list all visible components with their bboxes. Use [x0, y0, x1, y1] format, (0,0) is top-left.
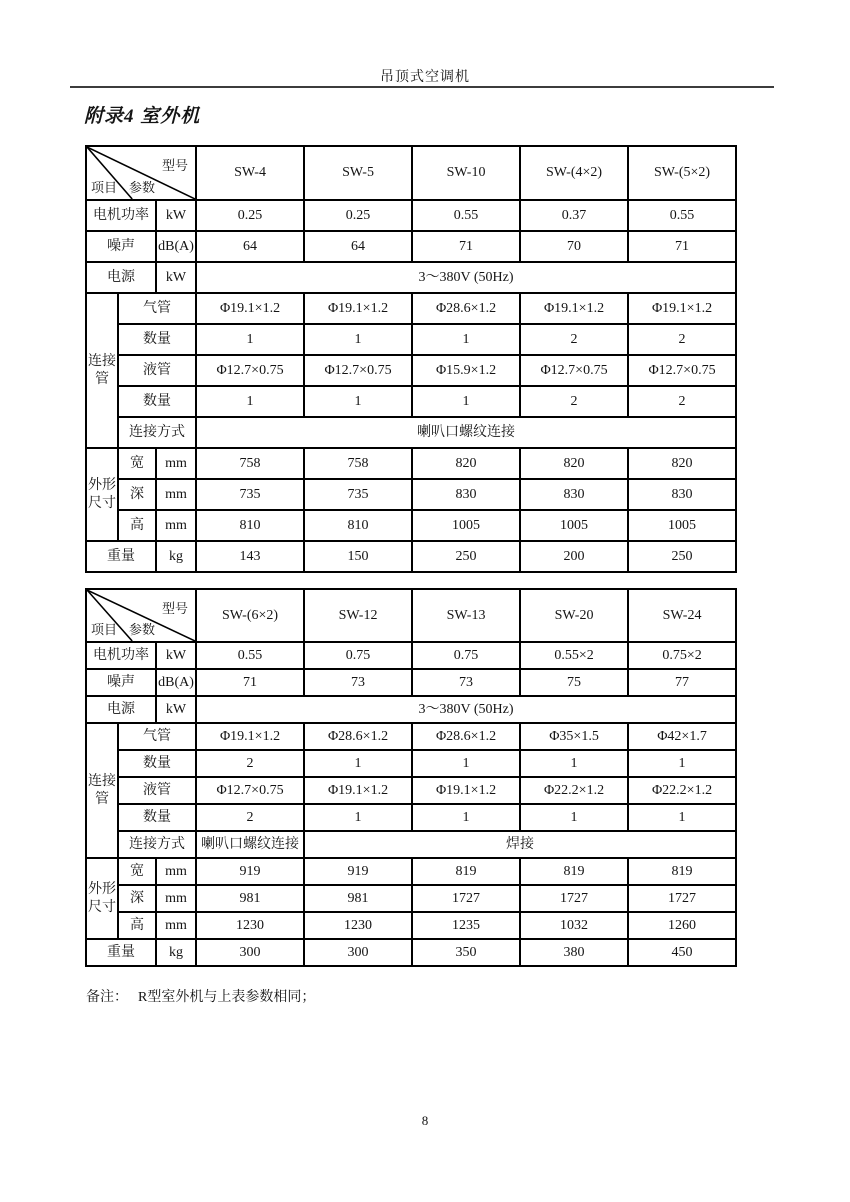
unit-cell: mm [156, 858, 196, 885]
cell-value: Φ35×1.5 [520, 723, 628, 750]
row-label: 电机功率 [86, 200, 156, 231]
cell-value: 200 [520, 541, 628, 572]
page-number: 8 [421, 1113, 429, 1128]
row-power-supply [86, 262, 736, 293]
cell-value: 830 [412, 479, 520, 510]
cell-value: 0.55 [196, 642, 304, 669]
cell-value: 1 [304, 324, 412, 355]
cell-value: Φ19.1×1.2 [412, 777, 520, 804]
cell-value: 1230 [304, 912, 412, 939]
row-label: 电源 [86, 696, 156, 723]
cell-value: 981 [304, 885, 412, 912]
cell-value: Φ42×1.7 [628, 723, 736, 750]
unit-cell: dB(A) [156, 669, 196, 696]
cell-value: 焊接 [304, 831, 736, 858]
corner-header-cell [86, 146, 196, 200]
cell-value: 735 [196, 479, 304, 510]
cell-value: Φ15.9×1.2 [412, 355, 520, 386]
row-label: 数量 [118, 324, 196, 355]
row-label: 深 [118, 885, 156, 912]
row-gas-pipe [86, 723, 736, 750]
row-label: 数量 [118, 386, 196, 417]
cell-value: 1005 [412, 510, 520, 541]
cell-value: 2 [520, 324, 628, 355]
row-motor-power [86, 200, 736, 231]
cell-value: 380 [520, 939, 628, 966]
cell-value: 70 [520, 231, 628, 262]
cell-value: Φ19.1×1.2 [304, 777, 412, 804]
row-label: 液管 [118, 355, 196, 386]
row-label: 噪声 [86, 231, 156, 262]
group-label-dimensions: 外形尺寸 [86, 448, 118, 541]
cell-value: Φ19.1×1.2 [520, 293, 628, 324]
cell-value: 0.75 [304, 642, 412, 669]
cell-value: 830 [628, 479, 736, 510]
corner-model-label: 型号 [162, 158, 189, 173]
cell-value: 819 [520, 858, 628, 885]
cell-value: 250 [412, 541, 520, 572]
cell-value: 1 [304, 750, 412, 777]
spec-table-1 [85, 145, 737, 573]
unit-cell: mm [156, 912, 196, 939]
cell-value: 1 [412, 324, 520, 355]
cell-value: 2 [196, 750, 304, 777]
unit-cell: dB(A) [156, 231, 196, 262]
cell-value: 2 [628, 324, 736, 355]
row-label: 电源 [86, 262, 156, 293]
row-motor-power [86, 642, 736, 669]
cell-value: 77 [628, 669, 736, 696]
row-liquid-qty [86, 804, 736, 831]
cell-value: Φ19.1×1.2 [196, 723, 304, 750]
cell-value: 819 [628, 858, 736, 885]
cell-value: 3～380V (50Hz) [196, 262, 736, 293]
unit-cell: kW [156, 642, 196, 669]
doc-header-title: 吊顶式空调机 [380, 70, 470, 85]
cell-value: Φ12.7×0.75 [628, 355, 736, 386]
unit-cell: kg [156, 541, 196, 572]
row-dim-depth [86, 479, 736, 510]
cell-value: 3～380V (50Hz) [196, 696, 736, 723]
cell-value: 0.55×2 [520, 642, 628, 669]
unit-cell: mm [156, 448, 196, 479]
cell-value: 810 [196, 510, 304, 541]
row-label: 高 [118, 510, 156, 541]
corner-param-label: 参数 [129, 179, 156, 195]
corner-item-label: 项目 [91, 621, 118, 637]
row-label: 数量 [118, 750, 196, 777]
cell-value: 1005 [520, 510, 628, 541]
cell-value: Φ19.1×1.2 [304, 293, 412, 324]
cell-value: 981 [196, 885, 304, 912]
cell-value: 1 [196, 386, 304, 417]
unit-cell: mm [156, 479, 196, 510]
cell-value: 735 [304, 479, 412, 510]
footnote [86, 986, 315, 1006]
cell-value: Φ12.7×0.75 [196, 355, 304, 386]
cell-value: Φ28.6×1.2 [304, 723, 412, 750]
cell-value: 0.25 [196, 200, 304, 231]
row-dim-width [86, 448, 736, 479]
cell-value: 1 [520, 750, 628, 777]
cell-value: Φ22.2×1.2 [520, 777, 628, 804]
cell-value: 1 [628, 804, 736, 831]
unit-cell: mm [156, 510, 196, 541]
cell-value: 73 [304, 669, 412, 696]
row-label: 宽 [118, 858, 156, 885]
row-connection-method [86, 417, 736, 448]
model-header: SW-5 [304, 146, 412, 200]
unit-cell: kW [156, 200, 196, 231]
model-header: SW-(6×2) [196, 589, 304, 642]
row-dim-width [86, 858, 736, 885]
row-weight [86, 541, 736, 572]
row-label: 噪声 [86, 669, 156, 696]
cell-value: 819 [412, 858, 520, 885]
cell-value: 1032 [520, 912, 628, 939]
cell-value: Φ12.7×0.75 [196, 777, 304, 804]
cell-value: 820 [520, 448, 628, 479]
unit-cell: kg [156, 939, 196, 966]
row-gas-pipe [86, 293, 736, 324]
unit-cell: mm [156, 885, 196, 912]
cell-value: 1727 [628, 885, 736, 912]
row-label: 电机功率 [86, 642, 156, 669]
cell-value: 758 [196, 448, 304, 479]
unit-cell: kW [156, 262, 196, 293]
cell-value: 758 [304, 448, 412, 479]
table-row [86, 146, 736, 200]
row-label: 深 [118, 479, 156, 510]
cell-value: Φ12.7×0.75 [304, 355, 412, 386]
cell-value: 1260 [628, 912, 736, 939]
cell-value: 143 [196, 541, 304, 572]
cell-value: 0.37 [520, 200, 628, 231]
row-dim-height [86, 912, 736, 939]
cell-value: 150 [304, 541, 412, 572]
row-label: 气管 [118, 293, 196, 324]
row-label: 连接方式 [118, 417, 196, 448]
unit-cell: kW [156, 696, 196, 723]
spec-table-2 [85, 588, 737, 967]
corner-header-cell [86, 589, 196, 642]
cell-value: Φ28.6×1.2 [412, 723, 520, 750]
cell-value: Φ19.1×1.2 [628, 293, 736, 324]
section-title: 附录4 室外机 [84, 106, 201, 127]
cell-value: 71 [196, 669, 304, 696]
cell-value: 1 [412, 386, 520, 417]
cell-value: 1727 [412, 885, 520, 912]
cell-value: Φ28.6×1.2 [412, 293, 520, 324]
footnote-label: 备注： [86, 990, 128, 1005]
cell-value: 450 [628, 939, 736, 966]
group-label-pipes: 连接管 [86, 293, 118, 448]
model-header: SW-4 [196, 146, 304, 200]
row-label: 数量 [118, 804, 196, 831]
cell-value: 1235 [412, 912, 520, 939]
corner-param-label: 参数 [129, 621, 156, 637]
row-liquid-qty [86, 386, 736, 417]
model-header: SW-(4×2) [520, 146, 628, 200]
cell-value: 820 [412, 448, 520, 479]
model-header: SW-12 [304, 589, 412, 642]
model-header: SW-20 [520, 589, 628, 642]
row-gas-qty [86, 750, 736, 777]
cell-value: 2 [628, 386, 736, 417]
row-label: 宽 [118, 448, 156, 479]
cell-value: 64 [304, 231, 412, 262]
cell-value: 1727 [520, 885, 628, 912]
row-label: 重量 [86, 939, 156, 966]
cell-value: 0.75 [412, 642, 520, 669]
row-label: 液管 [118, 777, 196, 804]
footnote-text: R型室外机与上表参数相同； [138, 990, 316, 1005]
model-header: SW-13 [412, 589, 520, 642]
cell-value: 71 [628, 231, 736, 262]
cell-value: 0.55 [412, 200, 520, 231]
cell-value: 1 [412, 804, 520, 831]
cell-value: 1 [304, 804, 412, 831]
row-dim-height [86, 510, 736, 541]
cell-value: 73 [412, 669, 520, 696]
cell-value: Φ19.1×1.2 [196, 293, 304, 324]
cell-value: 71 [412, 231, 520, 262]
row-weight [86, 939, 736, 966]
cell-value: 0.75×2 [628, 642, 736, 669]
row-connection-method [86, 831, 736, 858]
cell-value: 64 [196, 231, 304, 262]
model-header: SW-10 [412, 146, 520, 200]
row-label: 高 [118, 912, 156, 939]
row-noise [86, 669, 736, 696]
cell-value: 喇叭口螺纹连接 [196, 417, 736, 448]
row-power-supply [86, 696, 736, 723]
cell-value: 919 [196, 858, 304, 885]
cell-value: 2 [520, 386, 628, 417]
cell-value: 0.55 [628, 200, 736, 231]
corner-item-label: 项目 [91, 179, 118, 195]
header-rule [70, 86, 774, 88]
row-gas-qty [86, 324, 736, 355]
corner-model-label: 型号 [162, 601, 189, 616]
cell-value: 0.25 [304, 200, 412, 231]
cell-value: 1 [628, 750, 736, 777]
model-header: SW-24 [628, 589, 736, 642]
row-noise [86, 231, 736, 262]
cell-value: 1 [304, 386, 412, 417]
row-label: 连接方式 [118, 831, 196, 858]
cell-value: 820 [628, 448, 736, 479]
row-label: 重量 [86, 541, 156, 572]
cell-value: 1 [520, 804, 628, 831]
cell-value: 75 [520, 669, 628, 696]
cell-value: 250 [628, 541, 736, 572]
cell-value: 1230 [196, 912, 304, 939]
cell-value: 300 [304, 939, 412, 966]
row-dim-depth [86, 885, 736, 912]
cell-value: 1 [412, 750, 520, 777]
group-label-dimensions: 外形尺寸 [86, 858, 118, 939]
cell-value: 1005 [628, 510, 736, 541]
cell-value: 830 [520, 479, 628, 510]
cell-value: 919 [304, 858, 412, 885]
cell-value: 2 [196, 804, 304, 831]
group-label-pipes: 连接管 [86, 723, 118, 858]
cell-value: 1 [196, 324, 304, 355]
model-header: SW-(5×2) [628, 146, 736, 200]
row-liquid-pipe [86, 355, 736, 386]
cell-value: 喇叭口螺纹连接 [196, 831, 304, 858]
table-row [86, 589, 736, 642]
cell-value: 350 [412, 939, 520, 966]
row-liquid-pipe [86, 777, 736, 804]
cell-value: Φ12.7×0.75 [520, 355, 628, 386]
row-label: 气管 [118, 723, 196, 750]
cell-value: Φ22.2×1.2 [628, 777, 736, 804]
cell-value: 300 [196, 939, 304, 966]
cell-value: 810 [304, 510, 412, 541]
